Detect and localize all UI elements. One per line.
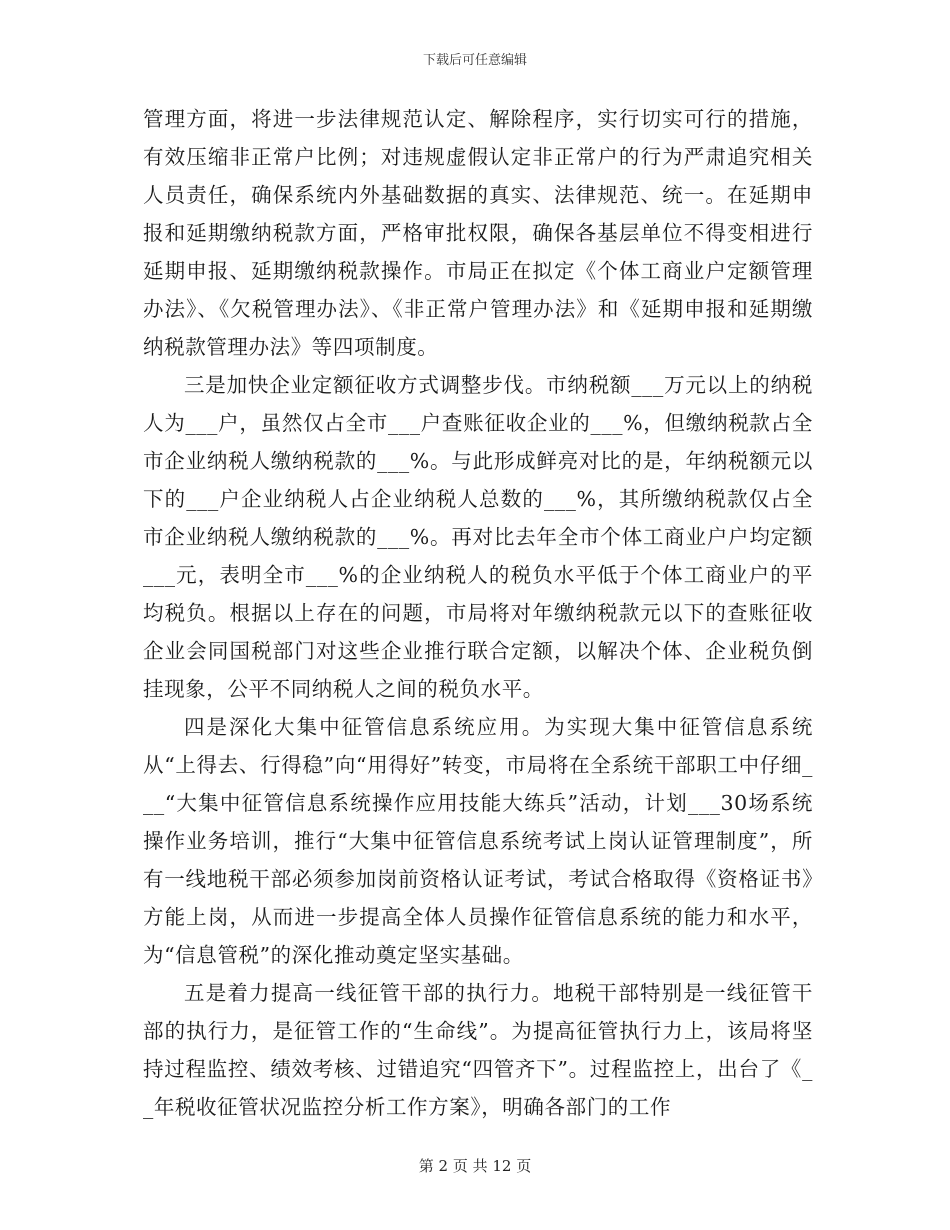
paragraph-2: 三是加快企业定额征收方式调整步伐。市纳税额___万元以上的纳税人为___户，虽然仅占全市___户查账征收企业的___%，但缴纳税款占全市企业纳税人缴纳税款的___%。与此形成鲜亮对比的是，年纳税额元以下的___户企业纳税人占企业纳税人总数的___%，其所缴纳税款仅占全市企业纳税人缴纳税款的___%。再对比去年全市个体工商业户户均定额___元，表明全市___%的企业纳税人的税负水平低于个体工商业户的平均税负。根据以上存在的问题，市局将对年缴纳税款元以下的查账征收企业会同国税部门对这些企业推行联合定额，以解决个体、企业税负倒挂现象，公平不同纳税人之间的税负水平。 [143,373,813,701]
paragraph-3: 四是深化大集中征管信息系统应用。为实现大集中征管信息系统从“上得去、行得稳”向“用得好”转变，市局将在全系统干部职工中仔细___“大集中征管信息系统操作应用技能大练兵”活动，计划___30场系统操作业务培训，推行“大集中征管信息系统考试上岗认证管理制度”，所有一线地税干部必须参加岗前资格认证考试，考试合格取得《资格证书》方能上岗，从而进一步提高全体人员操作征管信息系统的能力和水平，为“信息管税”的深化推动奠定坚实基础。 [143,715,813,967]
document-body [143,100,813,1126]
page-header: 下载后可任意编辑 [422,53,527,68]
paragraph-4: 五是着力提高一线征管干部的执行力。地税干部特别是一线征管干部的执行力，是征管工作的“生命线”。为提高征管执行力上，该局将坚持过程监控、绩效考核、过错追究“四管齐下”。过程监控上，出台了《__年税收征管状况监控分析工作方案》，明确各部门的工作 [143,981,813,1119]
paragraph-1: 管理方面，将进一步法律规范认定、解除程序，实行切实可行的措施，有效压缩非正常户比例；对违规虚假认定非正常户的行为严肃追究相关人员责任，确保系统内外基础数据的真实、法律规范、统一。在延期申报和延期缴纳税款方面，严格审批权限，确保各基层单位不得变相进行延期申报、延期缴纳税款操作。市局正在拟定《个体工商业户定额管理办法》、《欠税管理办法》、《非正常户管理办法》和《延期申报和延期缴纳税款管理办法》等四项制度。 [143,107,813,359]
page-footer: 第 2 页 共 12 页 [418,1157,532,1175]
